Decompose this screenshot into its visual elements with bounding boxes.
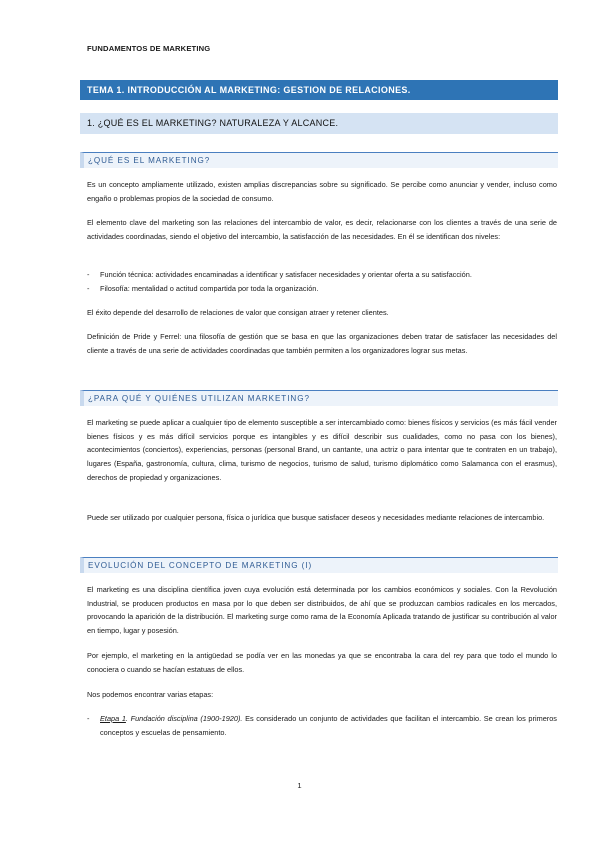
page-number: 1 bbox=[297, 781, 302, 790]
subheading-evolucion: EVOLUCIÓN DEL CONCEPTO DE MARKETING (I) bbox=[80, 557, 558, 573]
list-item bbox=[87, 268, 557, 282]
etapa-text: Es considerado un conjunto de actividades que facilitan el intercambio. Se crean los primeros conceptos y escuelas de pensamiento. bbox=[100, 714, 557, 737]
list-item-text: Filosofía: mentalidad o actitud compartida por toda la organización. bbox=[100, 284, 319, 293]
paragraph: Por ejemplo, el marketing en la antigüedad se podía ver en las monedas ya que se encontraba la cara del rey para que todo el mundo lo conociera o cuando se hacían estatuas de ellos. bbox=[87, 651, 557, 674]
section-title: 1. ¿QUÉ ES EL MARKETING? NATURALEZA Y ALCANCE. bbox=[80, 113, 558, 134]
bullet-dash: - bbox=[87, 270, 90, 279]
etapa-period: . Fundación disciplina (1900-1920). bbox=[125, 714, 243, 723]
bullet-dash: - bbox=[87, 284, 90, 293]
running-header: FUNDAMENTOS DE MARKETING bbox=[87, 44, 211, 53]
paragraph: Definición de Pride y Ferrel: una filosofía de gestión que se basa en que las organizaciones deben tratar de satisfacer las necesidades del cliente a través de una serie de actividades coordinadas que también permiten a los organizadores lograr sus metas. bbox=[87, 332, 557, 355]
list-item-etapa bbox=[87, 712, 557, 739]
paragraph: El éxito depende del desarrollo de relaciones de valor que consigan atraer y retener clientes. bbox=[87, 308, 389, 317]
paragraph: Nos podemos encontrar varias etapas: bbox=[87, 690, 214, 699]
list-item-text bbox=[100, 712, 557, 739]
subheading-para-que: ¿PARA QUÉ Y QUIÉNES UTILIZAN MARKETING? bbox=[80, 390, 558, 406]
bullet-dash: - bbox=[87, 714, 90, 723]
paragraph: Puede ser utilizado por cualquier persona, física o jurídica que busque satisfacer deseos y necesidades mediante relaciones de intercambio. bbox=[87, 513, 545, 522]
paragraph: El marketing es una disciplina científica joven cuya evolución está determinada por los cambios económicos y sociales. Con la Revolución Industrial, se producen productos en masa por lo que deben ser distribuidos, de ahí que se produzcan cambios radicales en los mercados, provocando la aparición de la distribución. El marketing surge como rama de la Economía Aplicada tratando de justificar su contribución al valor en tiempo, lugar y posesión. bbox=[87, 585, 557, 636]
tema-title: TEMA 1. INTRODUCCIÓN AL MARKETING: GESTION DE RELACIONES. bbox=[80, 80, 558, 100]
list-item bbox=[87, 282, 557, 296]
list-item-text: Función técnica: actividades encaminadas a identificar y satisfacer necesidades y orientar oferta a su satisfacción. bbox=[100, 270, 472, 279]
subheading-que-es: ¿QUÉ ES EL MARKETING? bbox=[80, 152, 558, 168]
paragraph: El elemento clave del marketing son las relaciones del intercambio de valor, es decir, relacionarse con los clientes a través de una serie de actividades coordinadas, siendo el objetivo del intercambio, la satisfacción de las necesidades. En él se identifican dos niveles: bbox=[87, 218, 557, 241]
etapa-name: Etapa 1 bbox=[100, 714, 126, 723]
paragraph: Es un concepto ampliamente utilizado, existen amplias discrepancias sobre su significado. Se percibe como anunciar y vender, incluso como engaño o problemas propios de la sociedad de consumo. bbox=[87, 180, 557, 203]
paragraph: El marketing se puede aplicar a cualquier tipo de elemento susceptible a ser intercambiado como: bienes físicos y servicios (es más fácil vender bienes físicos y es más difícil servicios porque es intangibles y es difícil describir sus cualidades, como no pasa con los bienes), acontecimientos (conciertos), experiencias, personas (personal Brand, un cantante, una actriz o para intentar que te contraten en un trabajo), lugares (España, gastronomía, cultura, clima, turismo de negocios, turismo de salud, turismo diplomático como Salamanca con el erasmus), derechos de propiedad y organizaciones. bbox=[87, 418, 557, 482]
